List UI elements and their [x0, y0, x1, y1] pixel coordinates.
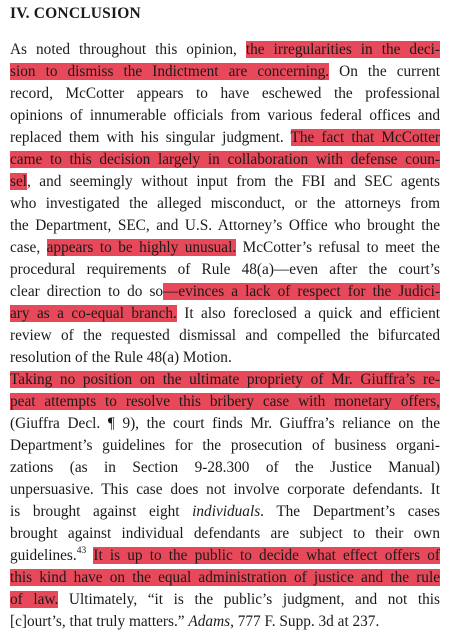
text-segment: procedural requirements of Rule 48(a)—even after the court’s	[10, 261, 440, 278]
highlighted-text: the irregularities in the deci-	[245, 41, 440, 58]
highlighted-text: ary as a co-equal branch.	[10, 305, 177, 322]
highlighted-text: of law.	[10, 591, 59, 608]
text-line	[10, 193, 440, 214]
text-line	[10, 259, 440, 280]
text-segment: opinions of innumerable officials from various federal offices and	[10, 107, 440, 124]
highlighted-text: appears to be highly unusual.	[46, 239, 237, 256]
text-line	[10, 369, 440, 390]
italic-text: Adams	[188, 613, 231, 630]
italic-text: individuals	[192, 503, 261, 520]
highlighted-text: —evinces a lack of respect for the Judici-	[163, 283, 440, 300]
text-line	[10, 171, 440, 192]
text-segment: brought against individual defendants are subject to their own	[10, 525, 440, 542]
text-line	[10, 589, 440, 610]
highlighted-text: came to this decision largely in collaboration with defense coun-	[10, 151, 440, 168]
text-segment: case,	[10, 239, 47, 256]
highlighted-text: sion to dismiss the Indictment are concerning.	[10, 63, 330, 80]
text-line	[10, 149, 440, 170]
text-line	[10, 567, 440, 588]
text-line	[10, 83, 440, 104]
highlighted-text: Taking no position on the ultimate propriety of Mr. Giuffra’s re-	[10, 371, 440, 388]
section-heading: IV. CONCLUSION	[10, 5, 141, 22]
text-line	[10, 479, 440, 500]
text-segment: . The Department’s cases	[260, 503, 440, 520]
highlighted-text: this kind have on the equal administration of justice and the rule	[10, 569, 440, 586]
text-line	[10, 237, 440, 258]
text-segment: [c]ourt’s, that truly matters.”	[10, 613, 189, 630]
text-line	[10, 61, 440, 82]
text-segment: It also foreclosed a quick and efficient	[176, 305, 440, 322]
text-segment: resolution of the Rule 48(a) Motion.	[10, 349, 232, 366]
text-segment: (Giuffra Decl. ¶ 9), the court finds Mr. Giuffra’s reliance on the	[10, 415, 440, 432]
text-line	[10, 127, 440, 148]
text-segment: who investigated the alleged misconduct, or the attorneys from	[10, 195, 440, 212]
text-line	[10, 413, 440, 434]
text-line	[10, 347, 440, 368]
text-line	[10, 39, 440, 60]
text-segment: review of the requested dismissal and compelled the bifurcated	[10, 327, 440, 344]
text-line	[10, 501, 440, 522]
text-segment: McCotter’s refusal to meet the	[236, 239, 440, 256]
text-segment: , 777 F. Supp. 3d at 237.	[230, 613, 380, 630]
text-segment: replaced them with his singular judgment.	[10, 129, 291, 146]
highlighted-text: sel	[10, 173, 27, 190]
text-segment: zations (as in Section 9-28.300 of the Justice Manual)	[10, 459, 440, 476]
text-segment: guidelines.	[10, 547, 77, 564]
text-segment: unpersuasive. This case does not involve corporate defendants. It	[10, 481, 440, 498]
text-segment: record, McCotter appears to have eschewed the professional	[10, 85, 440, 102]
text-line	[10, 215, 440, 236]
text-segment: Ultimately, “it is the public’s judgment, and not this	[58, 591, 440, 608]
footnote-ref: 43	[76, 545, 87, 556]
highlighted-text: It is up to the public to decide what effect offers of	[93, 547, 441, 564]
text-segment: , and seemingly without input from the FBI and SEC agents	[27, 173, 440, 190]
text-line	[10, 523, 440, 544]
text-line	[10, 611, 440, 632]
text-line	[10, 545, 440, 566]
text-line	[10, 303, 440, 324]
text-line	[10, 325, 440, 346]
text-segment: Department’s guidelines for the prosecution of business organi-	[10, 437, 440, 454]
text-line	[10, 457, 440, 478]
text-line	[10, 281, 440, 302]
text-segment: the Department, SEC, and U.S. Attorney’s Office who brought the	[10, 217, 440, 234]
text-line	[10, 105, 440, 126]
highlighted-text: The fact that McCotter	[290, 129, 440, 146]
text-line	[10, 435, 440, 456]
text-segment: As noted throughout this opinion,	[10, 41, 246, 58]
text-line	[10, 391, 440, 412]
highlighted-text: peat attempts to resolve this bribery case with monetary offers,	[10, 393, 440, 410]
text-segment: is brought against eight	[10, 503, 193, 520]
text-segment: On the current	[329, 63, 441, 80]
text-segment: clear direction to do so	[10, 283, 164, 300]
